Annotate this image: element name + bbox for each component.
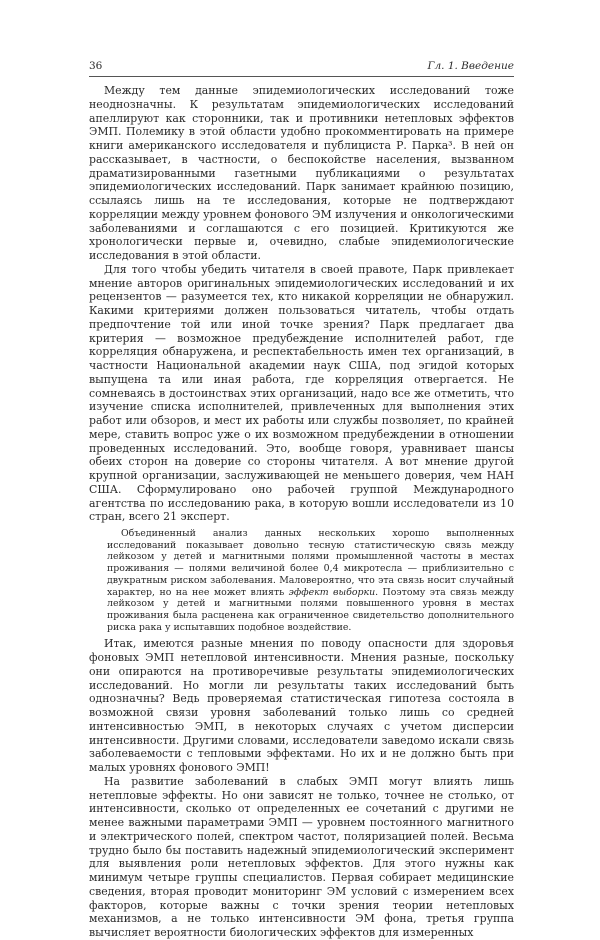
page-number: 36 — [89, 60, 103, 72]
chapter-title: Гл. 1. Введение — [427, 60, 514, 72]
quote-emphasis: эффект выборки — [288, 586, 376, 598]
paragraph-1: Между тем данные эпидемиологических исследований тоже неоднозначны. К результатам эпидемиологических исследований апеллируют как сторонники, так и противники нетепловых эффектов ЭМП. Полемику в этой области удобно прокомментировать на примере книги американского исследователя и публициста Р. Парка³. В ней он рассказывает, в частности, о беспокойстве населения, вызванном драматизированными газетными публикациями о результатах эпидемиологических исследований. Парк занимает крайнюю позицию, ссылаясь лишь на те исследования, которые не подтверждают корреляции между уровнем фонового ЭМ излучения и онкологическими заболеваниями и соглашаются с его позицией. Критикуются же хронологически первые и, очевидно, слабые эпидемиологические исследования в этой области. — [89, 84, 514, 262]
header-rule — [89, 76, 514, 77]
paragraph-4: На развитие заболеваний в слабых ЭМП могут влиять лишь нетепловые эффекты. Но они зависят не только, точнее не столько, от интенсивности, сколько от определенных ее сочетаний с другими не менее важными параметрами ЭМП — уровнем постоянного магнитного и электрического полей, спектром частот, поляризацией полей. Весьма трудно было бы поставить надежный эпидемиологический эксперимент для выявления роли нетепловых эффектов. Для этого нужны как минимум четыре группы специалистов. Первая собирает медицинские сведения, вторая проводит мониторинг ЭМ условий с измерением всех факторов, которые важны с точки зрения теории нетепловых механизмов, а не только интенсивности ЭМ фона, третья группа вычисляет вероятности биологических эффектов для измеренных — [89, 774, 514, 940]
quote-text-end: . Поэтому эта связь между лейкозом у детей и магнитными полями повышенного уровня в местах проживания была расценена как ограниченное свидетельство дополнительного риска рака у испытавших подобное воздействие. — [107, 586, 514, 633]
block-quote — [107, 528, 514, 633]
paragraph-3: Итак, имеются разные мнения по поводу опасности для здоровья фоновых ЭМП нетепловой интенсивности. Мнения разные, поскольку они опираются на противоречивые результаты эпидемиологических исследований. Но могли ли результаты таких исследований быть однозначны? Ведь проверяемая статистическая гипотеза состояла в возможной связи уровня заболеваний только лишь со средней интенсивностью ЭМП, в некоторых случаях с учетом дисперсии интенсивности. Другими словами, исследователи заведомо искали связь заболеваемости с тепловыми эффектами. Но их и не должно быть при малых уровнях фонового ЭМП! — [89, 637, 514, 775]
quote-paragraph — [107, 528, 514, 633]
quote-text-start: Объединенный анализ данных нескольких хорошо выполненных исследований показывает довольно тесную статистическую связь между лейкозом у детей и магнитными полями промышленной частоты в местах проживания — полями величиной более 0,4 микротесла — приблизительно с двукратным риском заболевания. Маловероятно, что эта связь носит случайный характер, но на нее может влиять — [107, 528, 514, 598]
body-text — [89, 84, 514, 940]
running-head — [89, 58, 514, 74]
paragraph-2: Для того чтобы убедить читателя в своей правоте, Парк привлекает мнение авторов оригинальных эпидемиологических исследований и их рецензентов — разумеется тех, кто никакой корреляции не обнаружил. Какими критериями должен пользоваться читатель, чтобы отдать предпочтение той или иной точке зрения? Парк предлагает два критерия — возможное предубеждение исполнителей работ, где корреляция обнаружена, и респектабельность имен тех организаций, в частности Национальной академии наук США, под эгидой которых выпущена та или иная работа, где корреляция отвергается. Не сомневаясь в достоинствах этих организаций, надо все же отметить, что изучение списка исполнителей, привлеченных для выполнения этих работ или обзоров, и мест их работы или службы позволяет, по крайней мере, ставить вопрос уже о их возможном предубеждении в отношении проведенных исследований. Это, вообще говоря, уравнивает шансы обеих сторон на доверие со стороны читателя. А вот мнение другой крупной организации, заслуживающей не меньшего доверия, чем НАН США. Сформулировано оно рабочей группой Международного агентства по исследованию рака, в которую вошли исследователи из 10 стран, всего 21 эксперт. — [89, 262, 514, 524]
